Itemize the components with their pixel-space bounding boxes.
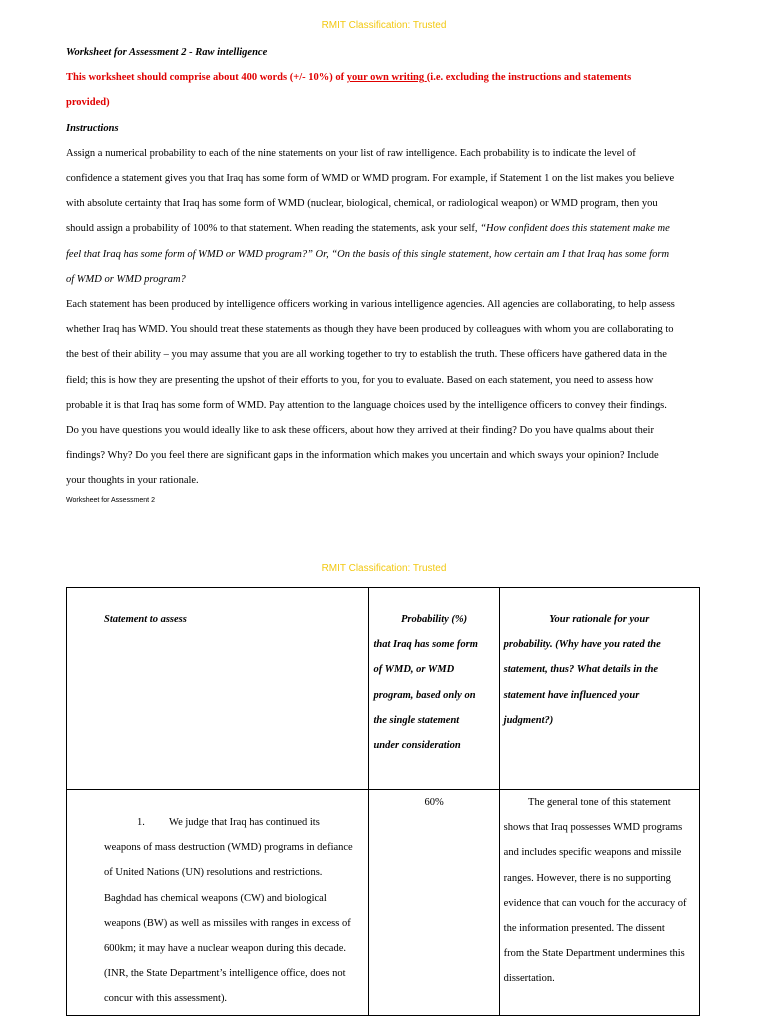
para1-line4-italic: “How confident does this statement make me xyxy=(480,223,670,235)
para2-line: your thoughts in your rationale. xyxy=(66,475,199,487)
header-rationale-line: Your rationale for your xyxy=(549,614,650,625)
para1-line6-italic: of WMD or WMD program? xyxy=(66,273,186,285)
rationale-line: The general tone of this statement xyxy=(528,797,671,808)
para2-line: findings? Why? Do you feel there are significant gaps in the information which makes you uncertain and which sways your opinion? Include xyxy=(66,450,659,462)
header-probability-line: of WMD, or WMD xyxy=(373,664,455,676)
header-rationale-cell xyxy=(499,588,699,790)
para1-line: confidence a statement gives you that Iraq has some form of WMD or WMD program. For example, if Statement 1 on the list makes you believe xyxy=(66,173,675,185)
worksheet-title: Worksheet for Assessment 2 - Raw intelligence xyxy=(66,47,268,58)
header-probability-line: program, based only on xyxy=(373,689,476,701)
probability-value: 60% xyxy=(424,797,444,808)
header-rationale-line: statement, thus? What details in the xyxy=(503,664,659,676)
rationale-line: evidence that can vouch for the accuracy of xyxy=(503,897,687,909)
classification-label: RMIT Classification: Trusted xyxy=(321,563,447,574)
notice-line2: provided) xyxy=(66,97,110,109)
header-probability-line: the single statement xyxy=(373,714,460,726)
para1-line xyxy=(66,267,706,292)
para2-line: the best of their ability – you may assume that you are all working together to try to establish the truth. These officers have gathered data in the xyxy=(66,349,667,361)
statement-first-line xyxy=(104,810,360,835)
probability-cell[interactable] xyxy=(369,790,499,1016)
statement-number: 1. xyxy=(137,817,145,828)
statement-cell xyxy=(67,790,369,1016)
para2-line: whether Iraq has WMD. You should treat these statements as though they have been produced by colleagues with whom you are collaborating to xyxy=(66,324,674,336)
para2-line: Do you have questions you would ideally like to ask these officers, about how they arrived at their finding? Do you have qualms about their xyxy=(66,425,654,437)
para1-line xyxy=(66,242,706,267)
header-probability-line: Probability (%) xyxy=(400,614,468,625)
statement-first-text: We judge that Iraq has continued its xyxy=(169,817,320,828)
para1-line4-plain: should assign a probability of 100% to that statement. When reading the statements, ask your self, xyxy=(66,223,481,235)
table-header-row xyxy=(67,588,700,790)
para2-line: probable it is that Iraq has some form of WMD. Pay attention to the language choices used by the intelligence officers to convey their findings. xyxy=(66,399,667,411)
notice-suffix: (i.e. excluding the instructions and statements xyxy=(426,72,632,84)
rationale-cell[interactable] xyxy=(499,790,699,1016)
para1-line: Assign a numerical probability to each of the nine statements on your list of raw intelligence. Each probability is to indicate the level of xyxy=(66,147,636,159)
notice-underlined: your own writing xyxy=(346,72,427,84)
table-row xyxy=(67,790,700,1016)
para2-line: Each statement has been produced by intelligence officers working in various intelligence agencies. All agencies are collaborating, to help assess xyxy=(66,299,675,311)
header-rationale-line: statement have influenced your xyxy=(503,689,640,701)
page-footer: Worksheet for Assessment 2 xyxy=(66,497,155,504)
header-probability-cell xyxy=(369,588,499,790)
statement-line: 600km; it may have a nuclear weapon during this decade. xyxy=(104,943,347,955)
header-statement-cell xyxy=(67,588,369,790)
para1-line: with absolute certainty that Iraq has some form of WMD (nuclear, biological, chemical, or radiological weapon) or WMD program, then you xyxy=(66,198,658,210)
rationale-line: dissertation. xyxy=(503,973,555,985)
header-statement: Statement to assess xyxy=(104,614,187,625)
statement-line: Baghdad has chemical weapons (CW) and biological xyxy=(104,892,327,904)
header-probability-line: under consideration xyxy=(373,740,461,752)
word-count-notice xyxy=(66,65,706,90)
para1-line5-italic: feel that Iraq has some form of WMD or WMD program?” Or, “On the basis of this single statement, how certain am I that Iraq has some form xyxy=(66,248,670,260)
para2-line: field; this is how they are presenting the upshot of their efforts to you, for you to evaluate. Based on each statement, you need to assess how xyxy=(66,374,654,386)
statement-line: (INR, the State Department’s intelligence office, does not xyxy=(104,968,346,980)
statement-line: weapons (BW) as well as missiles with ranges in excess of xyxy=(104,917,351,929)
rationale-line: and includes specific weapons and missile xyxy=(503,847,682,859)
statement-line: concur with this assessment). xyxy=(104,993,228,1005)
statement-line: weapons of mass destruction (WMD) programs in defiance xyxy=(104,842,353,854)
assessment-table xyxy=(66,587,700,1016)
header-rationale-line: judgment?) xyxy=(503,714,554,726)
classification-label: RMIT Classification: Trusted xyxy=(321,20,447,31)
statement-line: of United Nations (UN) resolutions and restrictions. xyxy=(104,867,323,879)
rationale-line: the information presented. The dissent xyxy=(503,923,665,935)
rationale-line: ranges. However, there is no supporting xyxy=(503,872,671,884)
header-rationale-line: probability. (Why have you rated the xyxy=(503,639,661,651)
instructions-heading: Instructions xyxy=(66,122,119,134)
para1-line xyxy=(66,216,706,241)
rationale-line: from the State Department undermines this xyxy=(503,948,685,960)
header-probability-line: that Iraq has some form xyxy=(373,639,478,651)
worksheet-body xyxy=(66,40,706,494)
rationale-line: shows that Iraq possesses WMD programs xyxy=(503,822,683,834)
notice-prefix: This worksheet should comprise about 400 words (+/- 10%) of xyxy=(66,72,347,84)
